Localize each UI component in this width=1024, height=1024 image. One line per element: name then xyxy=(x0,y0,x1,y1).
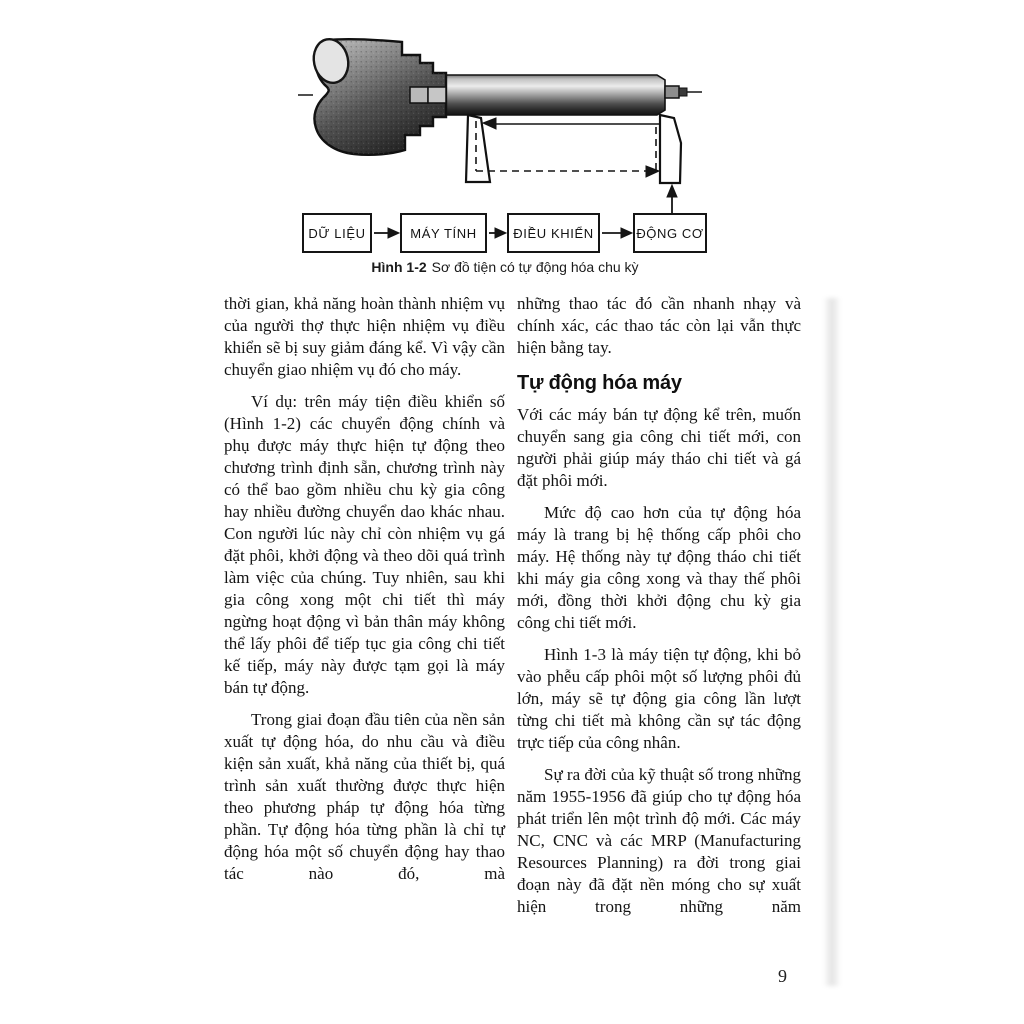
motor-to-tool-arrow xyxy=(667,185,677,214)
arrow-icon xyxy=(621,228,632,238)
block-dong-co-label: ĐỘNG CƠ xyxy=(636,225,704,241)
arrow-up-icon xyxy=(667,185,677,197)
block-dieu-khien-label: ĐIỀU KHIỂN xyxy=(513,225,594,241)
cutting-tool-right xyxy=(660,115,681,183)
figure-caption xyxy=(290,259,720,275)
left-paragraph-1: thời gian, khả năng hoàn thành nhiệm vụ của người thợ thực hiện nhiệm vụ điều khiển sẽ bị suy giảm đáng kể. Vì vậy cần chuyển giao nhiệm vụ đó cho máy. xyxy=(224,294,505,379)
arrow-icon xyxy=(495,228,506,238)
figure-caption-label: Hình 1-2 xyxy=(371,259,427,275)
block-dong-co xyxy=(633,213,707,253)
figure-caption-text: Sơ đồ tiện có tự động hóa chu kỳ xyxy=(431,259,639,275)
left-paragraph-2: Ví dụ: trên máy tiện điều khiển số (Hình 1-2) các chuyển động chính và phụ được máy thực hiện tự động theo chương trình định sẵn, chương trình này có thể bao gồm nhiều chu kỳ gia công hay nhiều đường chuyển dao khác nhau. Con người lúc này chỉ còn nhiệm vụ gá đặt phôi, khởi động và theo dõi quá trình làm việc của chúng. Tuy nhiên, sau khi gia công xong một chi tiết thì máy ngừng hoạt động vì bản thân máy không thể lấy phôi để tiếp tục gia công chi tiết kế tiếp, máy này được tạm gọi là máy bán tự động. xyxy=(224,392,505,697)
arrow-right-icon xyxy=(646,166,659,177)
chuck-jaw-detail xyxy=(410,87,446,103)
block-du-lieu-label: DỮ LIỆU xyxy=(308,225,366,241)
arrow-icon xyxy=(388,228,399,238)
left-column xyxy=(224,293,505,895)
section-heading: Tự động hóa máy xyxy=(517,372,682,394)
tailstock-center-tip xyxy=(665,86,702,98)
tool-path xyxy=(476,118,659,177)
block-may-tinh-label: MÁY TÍNH xyxy=(410,225,477,241)
block-may-tinh xyxy=(400,213,487,253)
arrow-left-icon xyxy=(483,118,496,129)
scan-gutter-shadow xyxy=(823,298,841,986)
block-dieu-khien xyxy=(507,213,600,253)
right-paragraph-2: Với các máy bán tự động kể trên, muốn chuyển sang gia công chi tiết mới, con người phải giúp máy tháo chi tiết và gá đặt phôi mới. xyxy=(517,405,801,490)
page-number: 9 xyxy=(778,966,787,986)
right-column xyxy=(517,293,801,928)
right-paragraph-5: Sự ra đời của kỹ thuật số trong những năm 1955-1956 đã giúp cho tự động hóa phát triển lên một trình độ mới. Các máy NC, CNC và các MRP (Manufacturing Resources Planning) ra đời trong giai đoạn này đã đặt nền móng cho sự xuất hiện trong những năm xyxy=(517,765,801,916)
right-paragraph-1: những thao tác đó cần nhanh nhạy và chính xác, các thao tác còn lại vẫn thực hiện bằng tay. xyxy=(517,294,801,357)
right-paragraph-3: Mức độ cao hơn của tự động hóa máy là trang bị hệ thống cấp phôi cho máy. Hệ thống này tự động tháo chi tiết khi máy gia công xong và thay thế phôi mới, đồng thời khởi động chu kỳ gia công chi tiết mới. xyxy=(517,503,801,632)
left-paragraph-3: Trong giai đoạn đầu tiên của nền sản xuất tự động hóa, do nhu cầu và điều kiện sản xuất, khả năng của thiết bị, quá trình sản xuất thường được thực hiện theo phương pháp tự động hóa từng phần. Tự động hóa từng phần là chỉ tự động hóa một số chuyển động hay thao tác nào đó, mà xyxy=(224,710,505,883)
block-du-lieu xyxy=(302,213,372,253)
right-paragraph-4: Hình 1-3 là máy tiện tự động, khi bỏ vào phễu cấp phôi một số lượng phôi đủ lớn, máy sẽ tự động gia công lần lượt từng chi tiết mà không cần sự tác động trực tiếp của công nhân. xyxy=(517,645,801,752)
